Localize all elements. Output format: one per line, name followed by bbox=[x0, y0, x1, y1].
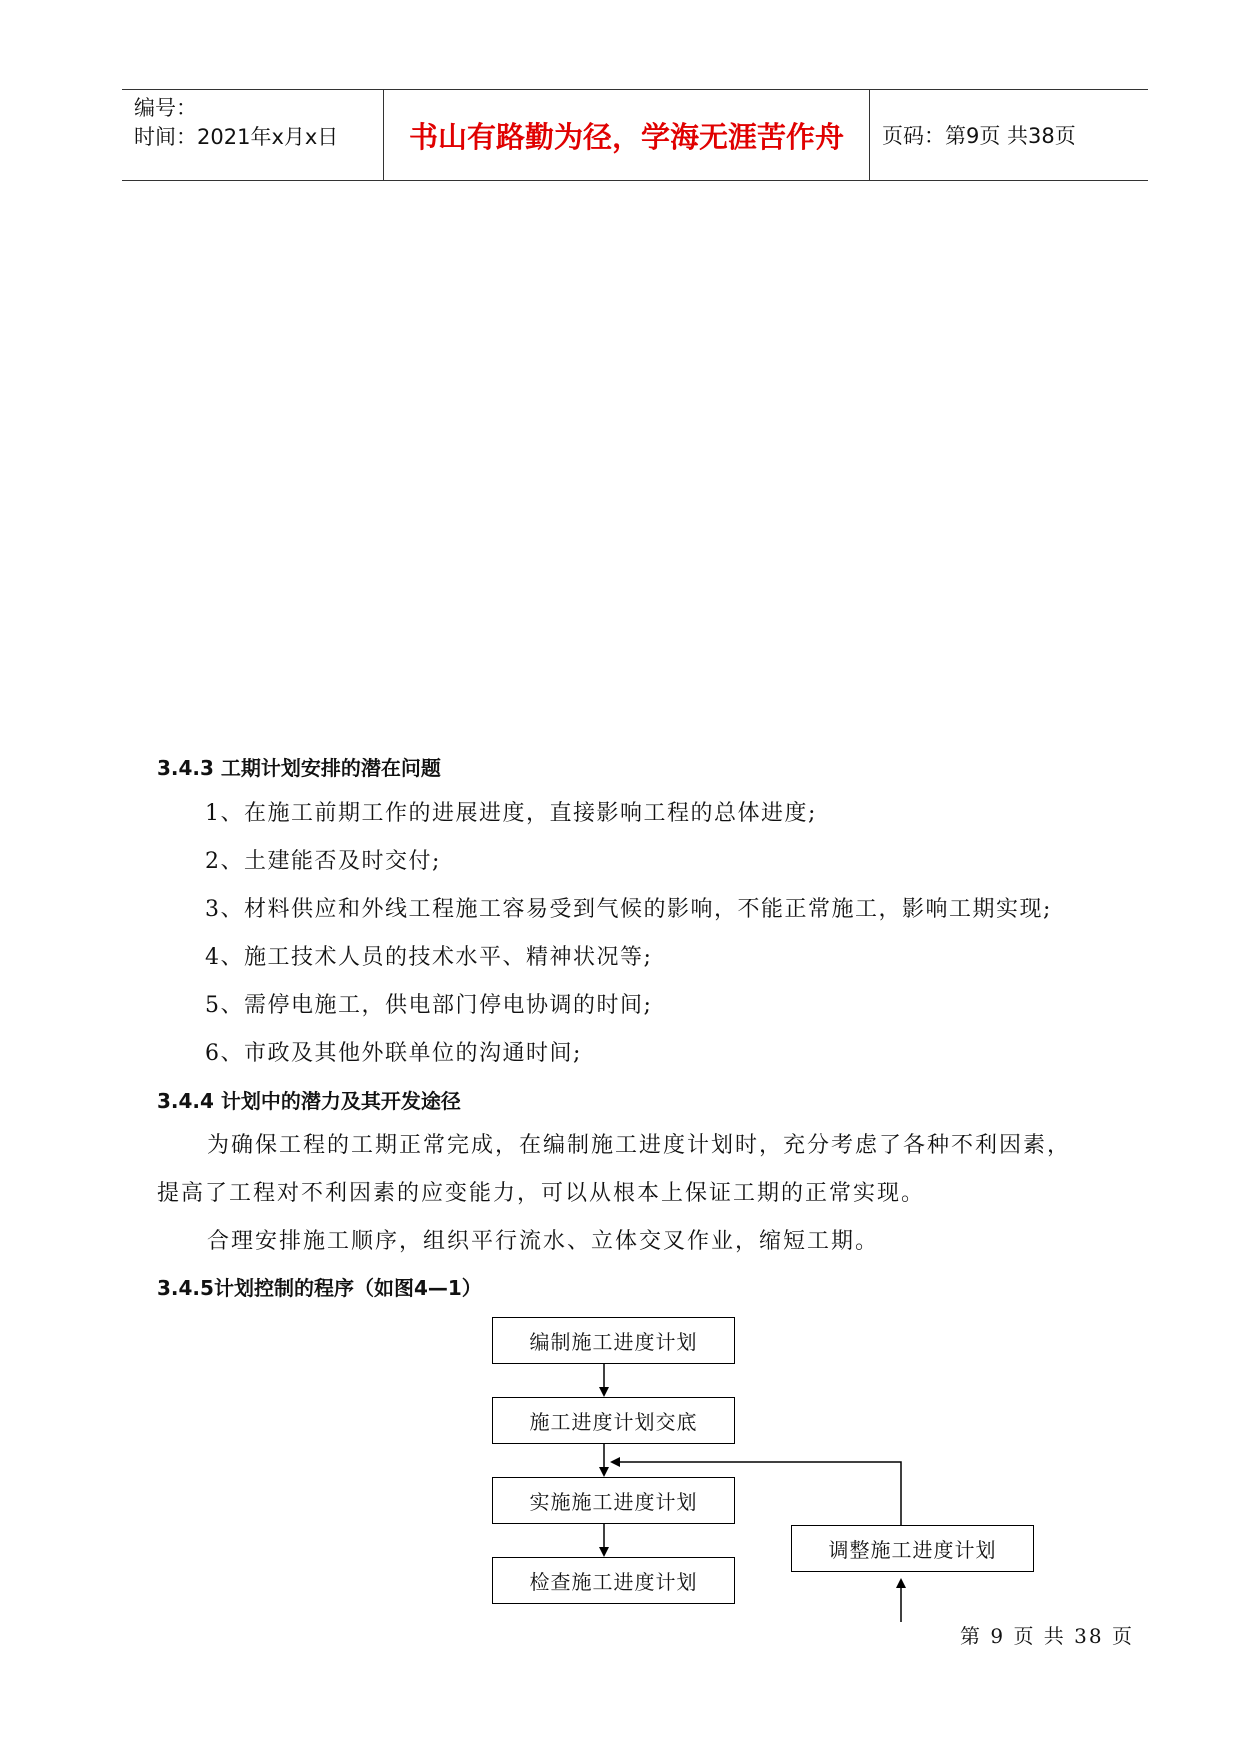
flow-box-plan-briefing: 施工进度计划交底 bbox=[492, 1397, 735, 1444]
section-3-4-5-title: 3.4.5计划控制的程序（如图4—1） bbox=[157, 1276, 482, 1300]
time-label: 时间：2021年x月x日 bbox=[134, 125, 339, 149]
header-page-code: 页码：第9页 共38页 bbox=[882, 124, 1076, 148]
list-item: 1、在施工前期工作的进展进度，直接影响工程的总体进度; bbox=[205, 801, 817, 826]
paragraph-line: 提高了工程对不利因素的应变能力，可以从根本上保证工期的正常实现。 bbox=[157, 1181, 926, 1206]
section-3-4-4-title: 3.4.4 计划中的潜力及其开发途径 bbox=[157, 1089, 461, 1113]
section-3-4-3-title: 3.4.3 工期计划安排的潜在问题 bbox=[157, 756, 441, 780]
header-motto: 书山有路勤为径，学海无涯苦作舟 bbox=[384, 90, 870, 180]
list-item: 6、市政及其他外联单位的沟通时间; bbox=[205, 1041, 582, 1066]
paragraph-line: 为确保工程的工期正常完成，在编制施工进度计划时，充分考虑了各种不利因素， bbox=[207, 1133, 1072, 1158]
paragraph-line: 合理安排施工顺序，组织平行流水、立体交叉作业，缩短工期。 bbox=[207, 1229, 880, 1254]
list-item: 3、材料供应和外线工程施工容易受到气候的影响，不能正常施工，影响工期实现; bbox=[205, 897, 1052, 922]
list-item: 2、土建能否及时交付; bbox=[205, 849, 441, 874]
flow-box-adjust-plan: 调整施工进度计划 bbox=[791, 1525, 1034, 1572]
list-item: 5、需停电施工，供电部门停电协调的时间; bbox=[205, 993, 653, 1018]
flow-box-compile-plan: 编制施工进度计划 bbox=[492, 1317, 735, 1364]
number-label: 编号： bbox=[134, 96, 197, 120]
flow-box-implement-plan: 实施施工进度计划 bbox=[492, 1477, 735, 1524]
flow-box-check-plan: 检查施工进度计划 bbox=[492, 1557, 735, 1604]
list-item: 4、施工技术人员的技术水平、精神状况等; bbox=[205, 945, 653, 970]
page-footer: 第 9 页 共 38 页 bbox=[960, 1624, 1134, 1648]
